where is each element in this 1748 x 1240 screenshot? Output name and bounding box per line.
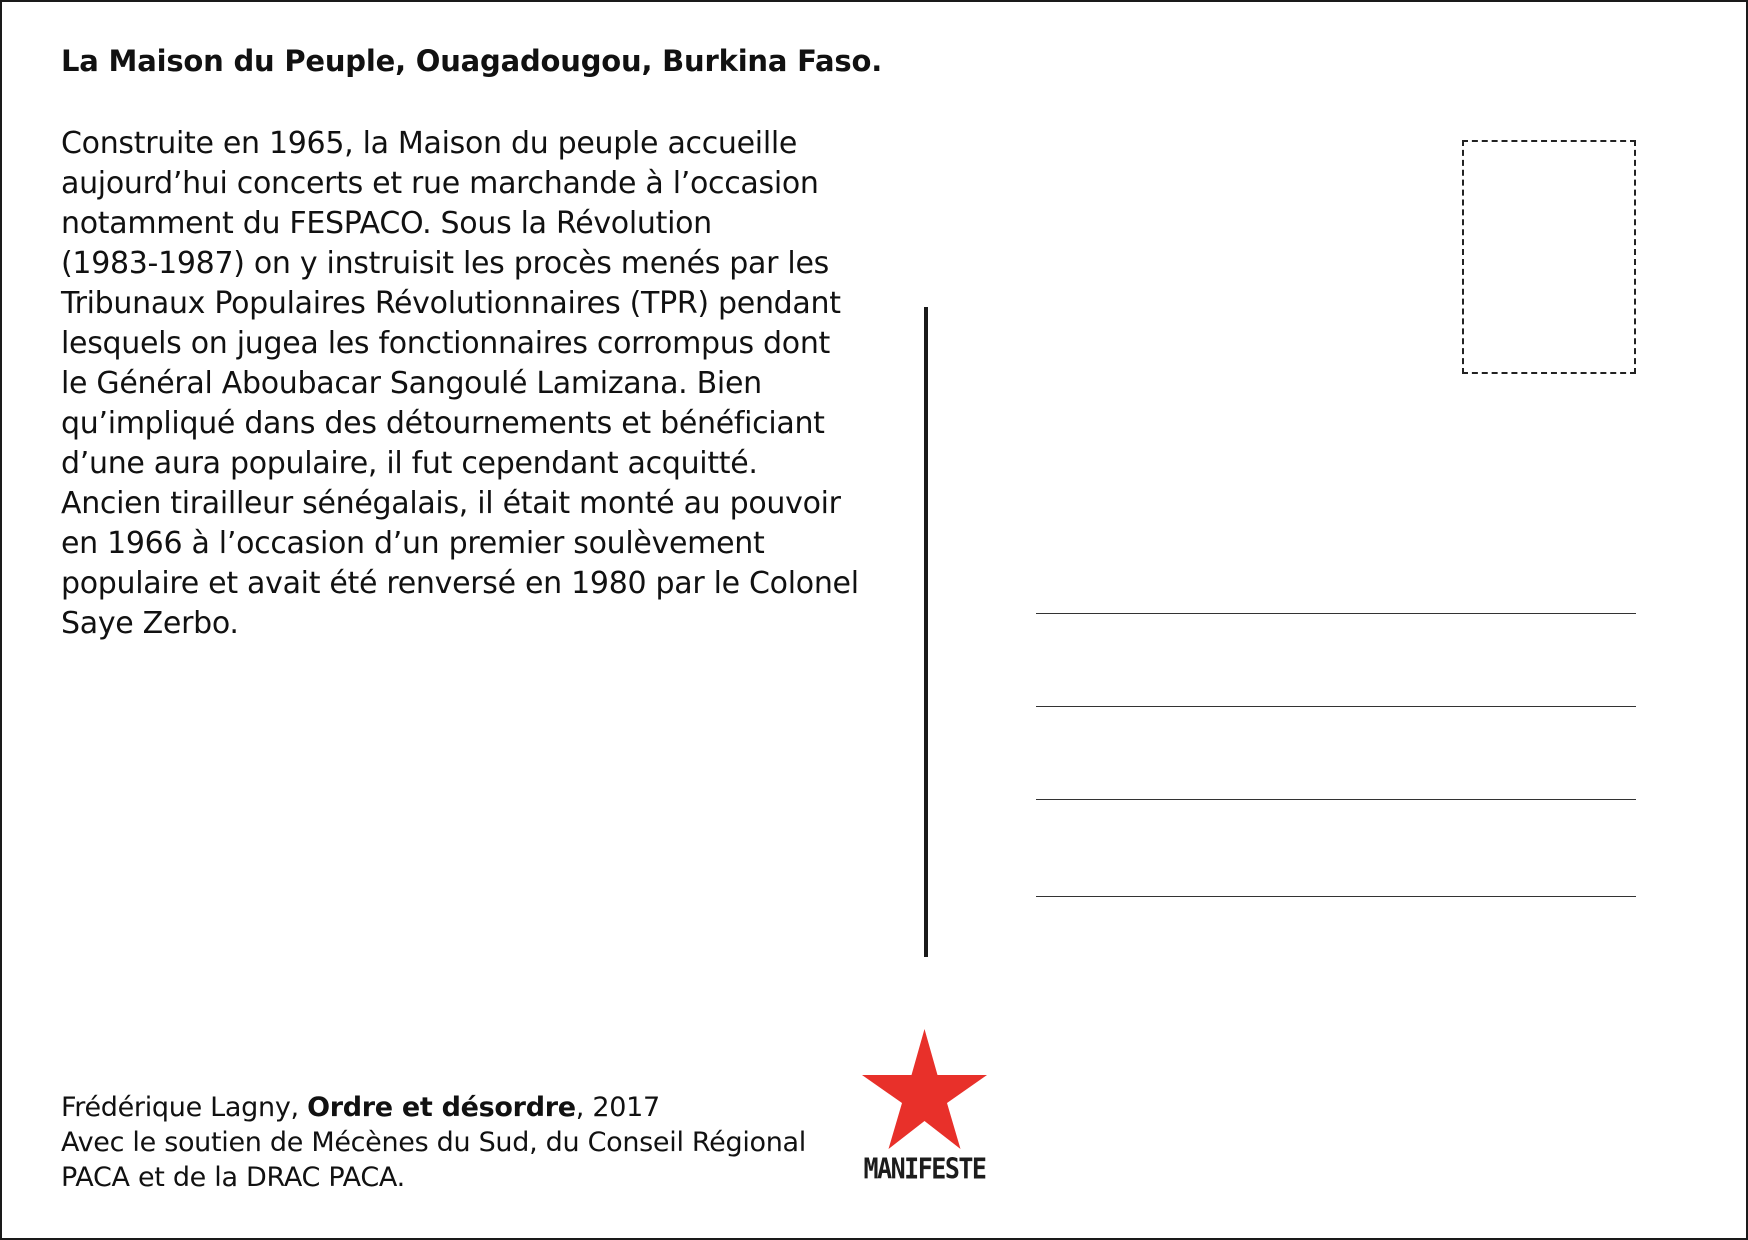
description-line: (1983-1987) on y instruisit les procès menés par les xyxy=(61,246,829,281)
description-line: populaire et avait été renversé en 1980 par le Colonel xyxy=(61,566,859,601)
star-icon xyxy=(857,1024,992,1154)
description-line: Tribunaux Populaires Révolutionnaires (TPR) pendant xyxy=(61,286,841,321)
description-line: le Général Aboubacar Sangoulé Lamizana. Bien xyxy=(61,366,762,401)
description-line: Saye Zerbo. xyxy=(61,606,239,641)
address-line xyxy=(1036,613,1636,614)
credits-support-line: Avec le soutien de Mécènes du Sud, du Conseil Régional xyxy=(61,1127,807,1158)
logo-wordmark: MANIFESTE xyxy=(863,1151,986,1186)
credits-support-line: PACA et de la DRAC PACA. xyxy=(61,1162,405,1193)
description-line: Ancien tirailleur sénégalais, il était monté au pouvoir xyxy=(61,486,841,521)
address-line xyxy=(1036,706,1636,707)
description-text xyxy=(61,124,881,644)
credits-author: Frédérique Lagny, xyxy=(61,1092,308,1123)
description-line: d’une aura populaire, il fut cependant acquitté. xyxy=(61,446,758,481)
description-line: lesquels on jugea les fonctionnaires corrompus dont xyxy=(61,326,830,361)
address-line xyxy=(1036,799,1636,800)
description-line: en 1966 à l’occasion d’un premier soulèvement xyxy=(61,526,765,561)
description-line: qu’impliqué dans des détournements et bénéficiant xyxy=(61,406,825,441)
postcard-title: La Maison du Peuple, Ouagadougou, Burkina Faso. xyxy=(61,44,883,78)
credits-attribution xyxy=(61,1090,806,1125)
credits-work-title: Ordre et désordre xyxy=(307,1092,576,1123)
manifeste-logo xyxy=(857,1024,992,1194)
stamp-placeholder xyxy=(1462,140,1636,374)
description-line: Construite en 1965, la Maison du peuple accueille xyxy=(61,126,798,161)
credits-year: , 2017 xyxy=(575,1092,660,1123)
description-line: notamment du FESPACO. Sous la Révolution xyxy=(61,206,712,241)
credits xyxy=(61,1090,806,1195)
description-line: aujourd’hui concerts et rue marchande à l’occasion xyxy=(61,166,819,201)
address-line xyxy=(1036,896,1636,897)
center-divider xyxy=(924,307,928,957)
